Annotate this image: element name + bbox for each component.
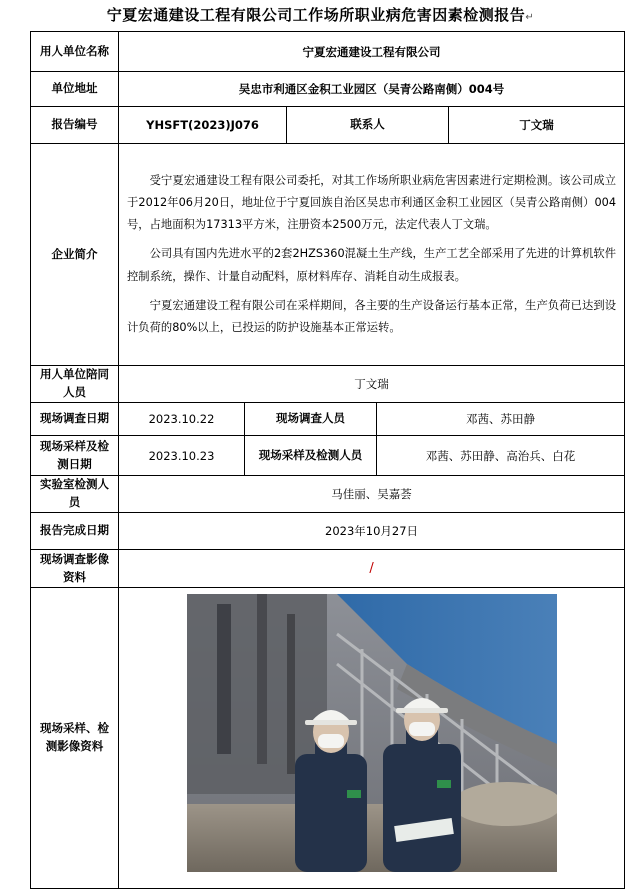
report-title-text: 宁夏宏通建设工程有限公司工作场所职业病危害因素检测报告: [106, 6, 526, 24]
unit-address-value: 吴忠市利通区金积工业园区（吴青公路南侧）004号: [119, 72, 625, 107]
sampling-image-cell: [119, 588, 625, 889]
intro-paragraph-3: 宁夏宏通建设工程有限公司在采样期间，各主要的生产设备运行基本正常，生产负荷已达到设计负荷的80%以上，已投运的防护设施基本正常运转。: [127, 298, 617, 334]
row-survey: [31, 403, 625, 436]
contact-value: 丁文瑞: [449, 107, 625, 144]
unit-address-label: 单位地址: [31, 72, 119, 107]
row-report-no: [31, 107, 625, 144]
report-table: [30, 31, 625, 889]
sampling-date-label: 现场采样及检测日期: [31, 436, 119, 476]
paragraph-mark: ↵: [525, 12, 535, 23]
report-date-label: 报告完成日期: [31, 513, 119, 550]
samplers-value: 邓茜、苏田静、高治兵、白花: [377, 436, 625, 476]
accompany-label: 用人单位陪同人员: [31, 366, 119, 403]
lab-staff-value: 马佳丽、吴嘉荟: [119, 476, 625, 513]
surveyors-value: 邓茜、苏田静: [377, 403, 625, 436]
report-date-value: 2023年10月27日: [119, 513, 625, 550]
row-lab: [31, 476, 625, 513]
sampling-image-label: 现场采样、检测影像资料: [31, 588, 119, 889]
surveyors-label: 现场调查人员: [245, 403, 377, 436]
survey-image-label: 现场调查影像资料: [31, 550, 119, 588]
contact-label: 联系人: [287, 107, 449, 144]
survey-image-value: [119, 550, 625, 588]
unit-name-value: 宁夏宏通建设工程有限公司: [119, 32, 625, 72]
row-intro: [31, 144, 625, 366]
row-sampling-image: [31, 588, 625, 889]
intro-label: 企业简介: [31, 144, 119, 366]
report-title: [0, 4, 641, 25]
intro-paragraph-1: 受宁夏宏通建设工程有限公司委托，对其工作场所职业病危害因素进行定期检测。该公司成立于2012年06月20日，地址位于宁夏回族自治区吴忠市利通区金积工业园区（吴青公路南侧）004号，占地面积为17313平方米，注册资本2500万元，法定代表人丁文瑞。: [127, 174, 617, 232]
lab-label: 实验室检测人员: [31, 476, 119, 513]
unit-name-label: 用人单位名称: [31, 32, 119, 72]
accompany-value: 丁文瑞: [119, 366, 625, 403]
report-no-label: 报告编号: [31, 107, 119, 144]
report-no-value: YHSFT(2023)J076: [119, 107, 287, 144]
survey-date-value: 2023.10.22: [119, 403, 245, 436]
samplers-label: 现场采样及检测人员: [245, 436, 377, 476]
row-unit-name: [31, 32, 625, 72]
row-sampling: [31, 436, 625, 476]
row-accompany: [31, 366, 625, 403]
sampling-date-value: 2023.10.23: [119, 436, 245, 476]
site-sampling-photo: [187, 594, 557, 872]
row-report-date: [31, 513, 625, 550]
row-survey-image: [31, 550, 625, 588]
survey-date-label: 现场调查日期: [31, 403, 119, 436]
row-unit-address: [31, 72, 625, 107]
intro-paragraph-2: 公司具有国内先进水平的2套2HZS360混凝土生产线，生产工艺全部采用了先进的计算机软件控制系统，操作、计量自动配料，原材料库存、消耗自动生成报表。: [127, 247, 617, 283]
intro-text: [119, 144, 625, 366]
empty-slash: /: [369, 561, 374, 576]
